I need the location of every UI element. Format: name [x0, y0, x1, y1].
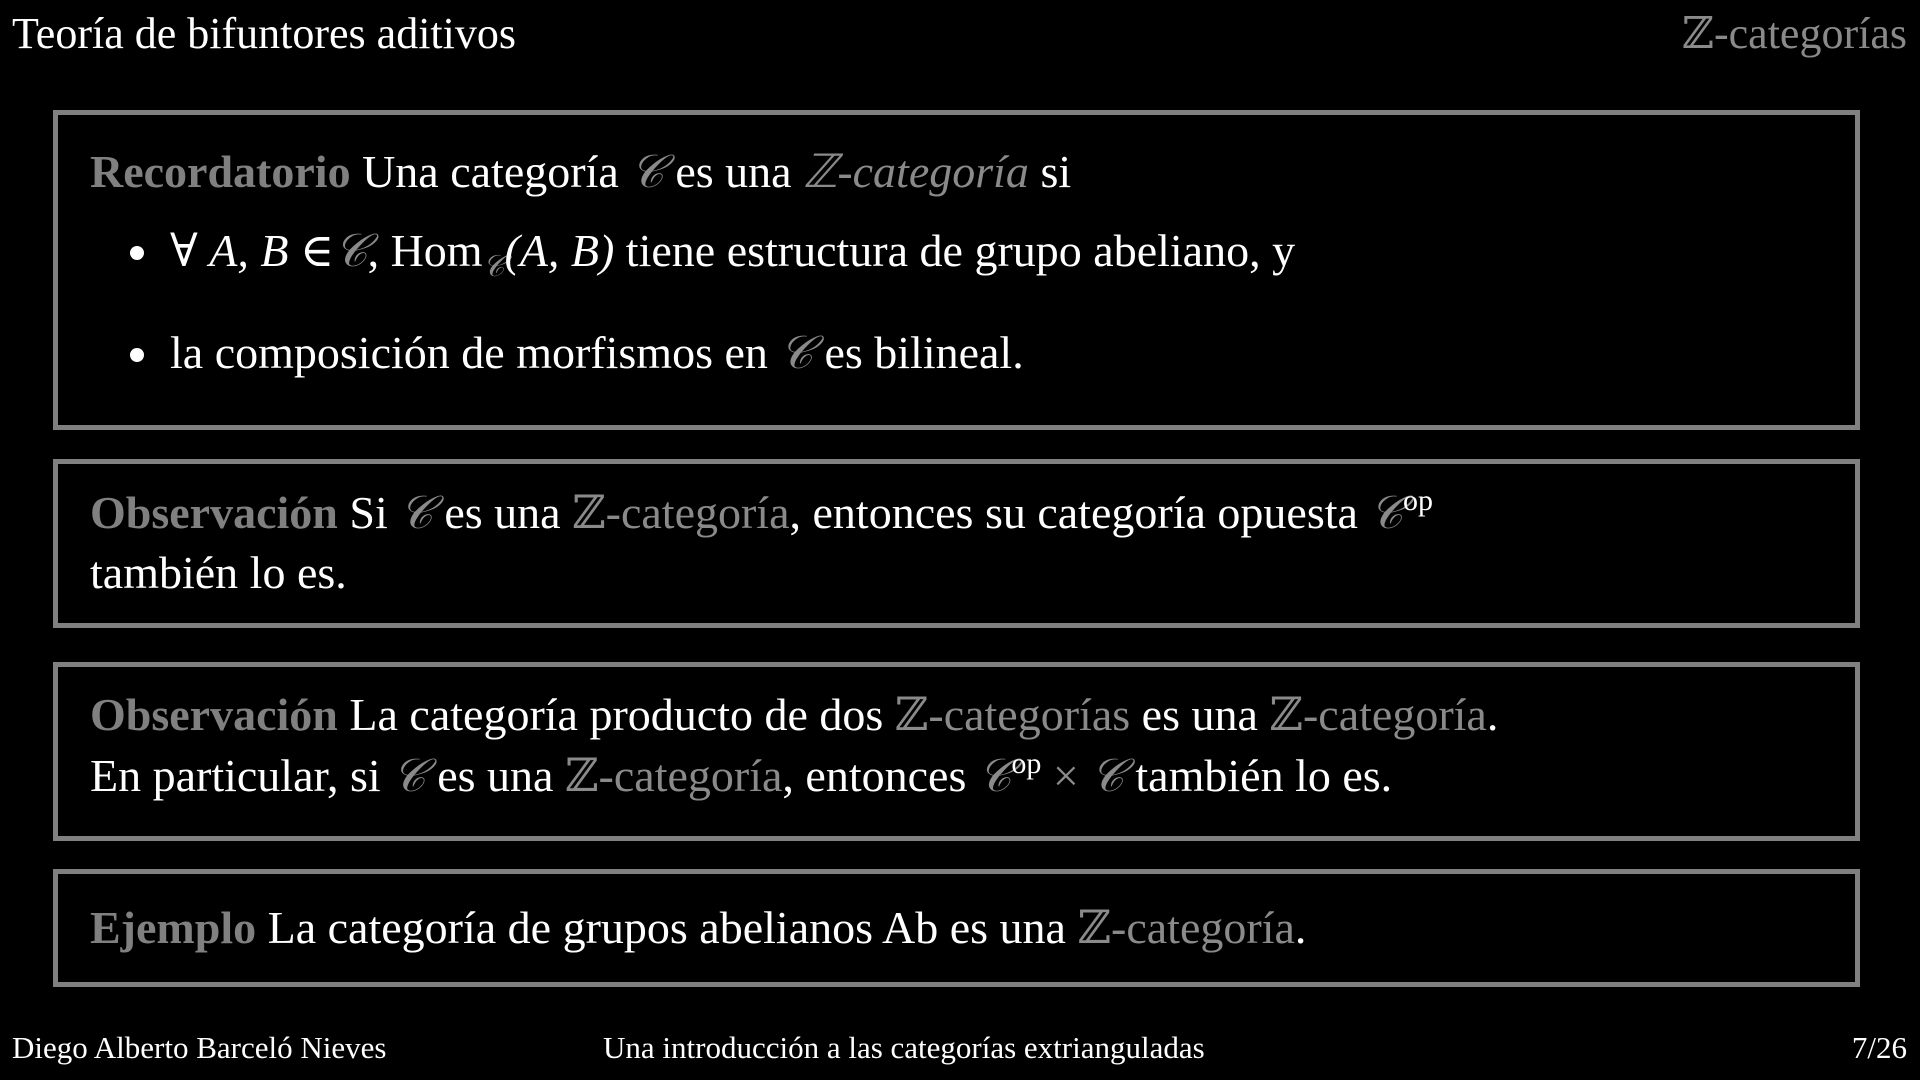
- text: .: [1486, 689, 1499, 740]
- recordatorio-line: [90, 141, 1823, 202]
- text: , entonces su categoría opuesta: [789, 487, 1358, 538]
- z-category-term: ℤ-categoría: [564, 750, 783, 801]
- category-symbol: 𝒞: [392, 748, 426, 802]
- hom-symbol: Hom: [390, 225, 483, 276]
- footer-author: Diego Alberto Barceló Nieves: [12, 1030, 387, 1065]
- header-title: Teoría de bifuntores aditivos: [12, 9, 517, 58]
- text: es una: [675, 146, 792, 197]
- text: , entonces: [782, 750, 967, 801]
- variables: A, B: [209, 225, 289, 276]
- condition-list: [90, 220, 1823, 383]
- z-category-term: ℤ-categoría: [1269, 689, 1487, 740]
- category-symbol: 𝒞: [779, 325, 813, 379]
- hom-arguments: (A, B): [504, 225, 615, 276]
- recordatorio-block: [53, 110, 1860, 430]
- in-symbol: ∈: [299, 225, 335, 276]
- category-symbol: 𝒞: [977, 748, 1012, 802]
- list-item: [170, 220, 1823, 284]
- category-symbol: 𝒞: [630, 144, 664, 198]
- observacion-block-2: [53, 662, 1860, 841]
- text: tiene estructura de grupo abeliano, y: [625, 225, 1296, 276]
- text: la composición de morfismos en: [170, 327, 768, 378]
- list-item: [170, 322, 1823, 383]
- op-superscript: op: [1011, 747, 1042, 780]
- footer-talk-title: Una introducción a las categorías extrianguladas: [603, 1030, 1205, 1065]
- category-symbol: 𝒞: [399, 485, 433, 539]
- text: es una: [437, 750, 554, 801]
- text: La categoría de grupos abelianos Ab es una: [267, 902, 1066, 953]
- header-section: ℤ-categorías: [1681, 9, 1907, 58]
- text: si: [1040, 146, 1072, 197]
- text: también lo es.: [1135, 750, 1393, 801]
- ejemplo-block: [53, 869, 1860, 987]
- ejemplo-line: [90, 898, 1823, 958]
- z-category-term: ℤ-categoría: [572, 487, 790, 538]
- text: también lo es.: [90, 547, 347, 598]
- z-categories-term: ℤ-categorías: [894, 689, 1131, 740]
- text: es bilineal.: [824, 327, 1024, 378]
- text: .: [1294, 902, 1307, 953]
- category-symbol: 𝒞: [1090, 748, 1124, 802]
- forall-symbol: ∀: [170, 225, 198, 276]
- observacion-line: [90, 685, 1823, 745]
- observacion-label: Observación: [90, 689, 338, 740]
- category-symbol: 𝒞: [334, 223, 368, 277]
- z-category-term: ℤ-categoría: [803, 146, 1029, 197]
- op-superscript: op: [1402, 484, 1433, 517]
- page-number: 7/26: [1851, 1030, 1907, 1065]
- observacion-line: [90, 482, 1823, 543]
- observacion-label: Observación: [90, 487, 338, 538]
- text: es una: [444, 487, 561, 538]
- text: La categoría producto de dos: [349, 689, 884, 740]
- text: es una: [1141, 689, 1258, 740]
- z-category-term: ℤ-categoría: [1077, 902, 1295, 953]
- category-symbol: 𝒞: [1369, 485, 1403, 539]
- ejemplo-label: Ejemplo: [90, 902, 257, 953]
- observacion-block-1: [53, 459, 1860, 628]
- text: Una categoría: [362, 146, 619, 197]
- observacion-line: [90, 543, 1823, 603]
- observacion-line: [90, 745, 1823, 806]
- recordatorio-label: Recordatorio: [90, 146, 351, 197]
- comma: ,: [367, 225, 380, 276]
- text: En particular, si: [90, 750, 381, 801]
- text: Si: [349, 487, 388, 538]
- times-symbol: ×: [1052, 750, 1079, 801]
- hom-subscript: 𝒞: [482, 249, 505, 284]
